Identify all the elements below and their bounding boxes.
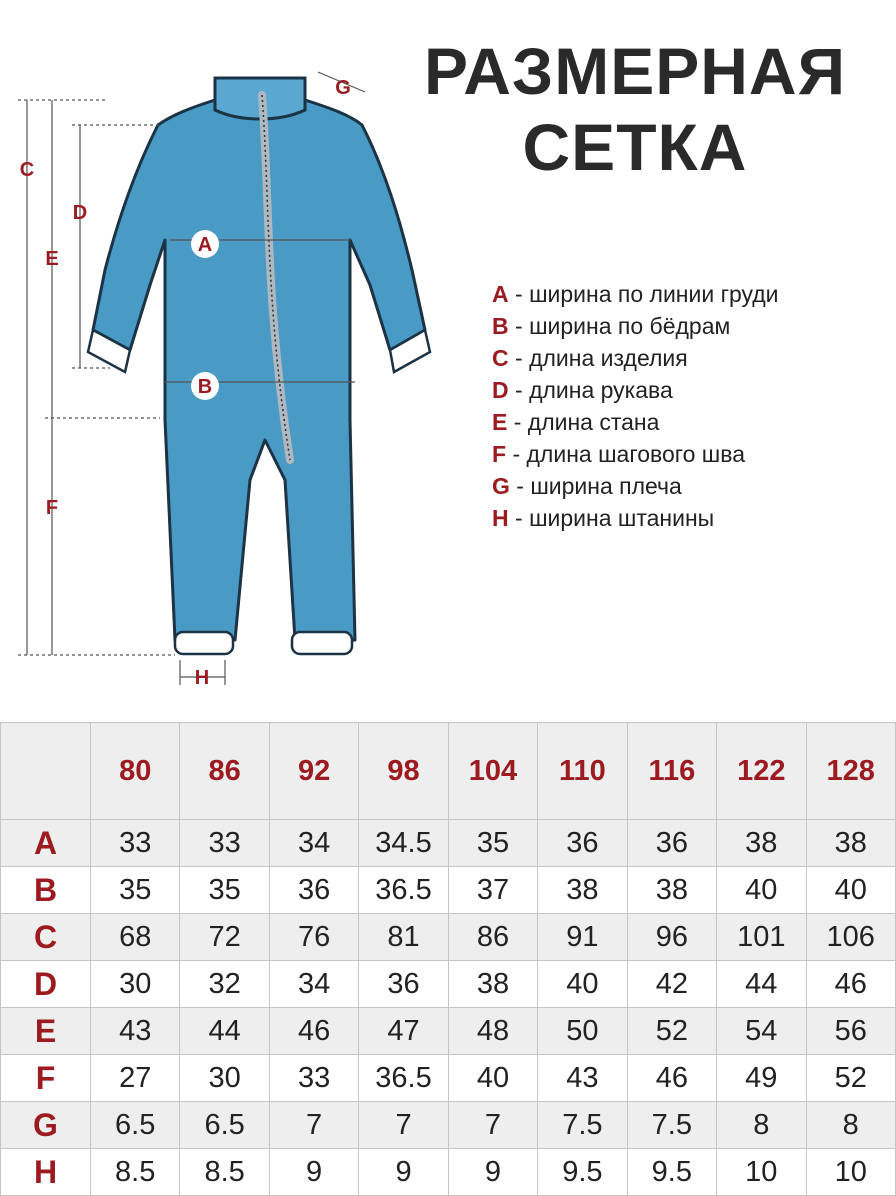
table-cell: 9.5 [538,1149,627,1196]
table-cell: 35 [448,820,537,867]
table-cell: 40 [448,1055,537,1102]
row-label: A [1,820,91,867]
jumpsuit-diagram [0,0,480,700]
table-row [1,1149,896,1196]
table-cell: 6.5 [180,1102,269,1149]
size-header: 104 [448,723,537,820]
table-cell: 9 [269,1149,358,1196]
size-header: 92 [269,723,358,820]
table-cell: 49 [717,1055,806,1102]
table-row [1,867,896,914]
table-row [1,820,896,867]
legend-item: D - длина рукава [492,377,673,403]
table-row [1,1055,896,1102]
size-header: 128 [806,723,896,820]
table-cell: 44 [717,961,806,1008]
table-cell: 30 [91,961,180,1008]
table-cell: 36.5 [359,1055,448,1102]
table-cell: 9 [359,1149,448,1196]
table-cell: 106 [806,914,896,961]
table-cell: 34.5 [359,820,448,867]
table-cell: 76 [269,914,358,961]
row-label: B [1,867,91,914]
table-cell: 38 [627,867,716,914]
legend-item: C - длина изделия [492,345,688,371]
table-header-row [1,723,896,820]
table-row [1,961,896,1008]
table-cell: 91 [538,914,627,961]
legend-item: E - длина стана [492,409,660,435]
legend-item: B - ширина по бёдрам [492,313,731,339]
table-cell: 44 [180,1008,269,1055]
table-cell: 36.5 [359,867,448,914]
table-cell: 40 [538,961,627,1008]
table-row [1,914,896,961]
table-cell: 47 [359,1008,448,1055]
table-cell: 7 [448,1102,537,1149]
size-header: 110 [538,723,627,820]
legend-item: F - длина шагового шва [492,441,746,467]
size-header: 116 [627,723,716,820]
left-leg-cuff [175,632,233,654]
table-cell: 9 [448,1149,537,1196]
table-cell: 46 [269,1008,358,1055]
table-cell: 96 [627,914,716,961]
table-cell: 37 [448,867,537,914]
table-cell: 33 [91,820,180,867]
table-cell: 10 [806,1149,896,1196]
label-c: C [19,159,35,181]
table-cell: 46 [806,961,896,1008]
table-cell: 38 [448,961,537,1008]
table-cell: 38 [806,820,896,867]
label-b: B [197,376,213,398]
measurement-legend [492,278,779,534]
table-cell: 36 [269,867,358,914]
row-label: F [1,1055,91,1102]
size-header: 80 [91,723,180,820]
jumpsuit-body [93,78,425,640]
table-cell: 7.5 [538,1102,627,1149]
table-cell: 50 [538,1008,627,1055]
table-cell: 43 [538,1055,627,1102]
size-table [0,722,896,1196]
table-cell: 52 [627,1008,716,1055]
table-cell: 7.5 [627,1102,716,1149]
page-title-line2: СЕТКА [522,110,748,184]
table-cell: 52 [806,1055,896,1102]
table-cell: 36 [627,820,716,867]
size-header: 98 [359,723,448,820]
table-cell: 27 [91,1055,180,1102]
size-header: 86 [180,723,269,820]
label-d: D [72,202,88,224]
table-cell: 8.5 [180,1149,269,1196]
table-cell: 40 [717,867,806,914]
label-e: E [45,248,59,270]
table-cell: 34 [269,820,358,867]
label-g: G [335,77,351,99]
right-leg-cuff [292,632,352,654]
table-cell: 8 [717,1102,806,1149]
table-cell: 81 [359,914,448,961]
legend-item: H - ширина штанины [492,505,715,531]
table-cell: 8 [806,1102,896,1149]
table-cell: 68 [91,914,180,961]
page-title-line1: РАЗМЕРНАЯ [423,34,846,108]
size-header: 122 [717,723,806,820]
table-cell: 8.5 [91,1149,180,1196]
table-cell: 101 [717,914,806,961]
table-cell: 34 [269,961,358,1008]
table-cell: 86 [448,914,537,961]
table-cell: 48 [448,1008,537,1055]
table-cell: 46 [627,1055,716,1102]
row-label: E [1,1008,91,1055]
table-cell: 33 [269,1055,358,1102]
table-cell: 9.5 [627,1149,716,1196]
label-f: F [45,497,59,519]
label-a: A [197,234,213,256]
table-cell: 38 [538,867,627,914]
table-cell: 54 [717,1008,806,1055]
table-cell: 36 [359,961,448,1008]
table-cell: 72 [180,914,269,961]
table-cell: 56 [806,1008,896,1055]
legend-item: G - ширина плеча [492,473,682,499]
table-cell: 6.5 [91,1102,180,1149]
table-cell: 42 [627,961,716,1008]
table-cell: 38 [717,820,806,867]
table-cell: 7 [269,1102,358,1149]
table-cell: 40 [806,867,896,914]
table-cell: 35 [91,867,180,914]
row-label: C [1,914,91,961]
table-cell: 43 [91,1008,180,1055]
table-cell: 30 [180,1055,269,1102]
table-cell: 7 [359,1102,448,1149]
corner-cell [1,723,91,820]
legend-item: A - ширина по линии груди [492,281,779,307]
row-label: D [1,961,91,1008]
table-row [1,1102,896,1149]
row-label: H [1,1149,91,1196]
label-h: H [194,667,210,689]
table-cell: 35 [180,867,269,914]
table-cell: 10 [717,1149,806,1196]
table-row [1,1008,896,1055]
table-cell: 33 [180,820,269,867]
table-cell: 32 [180,961,269,1008]
row-label: G [1,1102,91,1149]
table-cell: 36 [538,820,627,867]
